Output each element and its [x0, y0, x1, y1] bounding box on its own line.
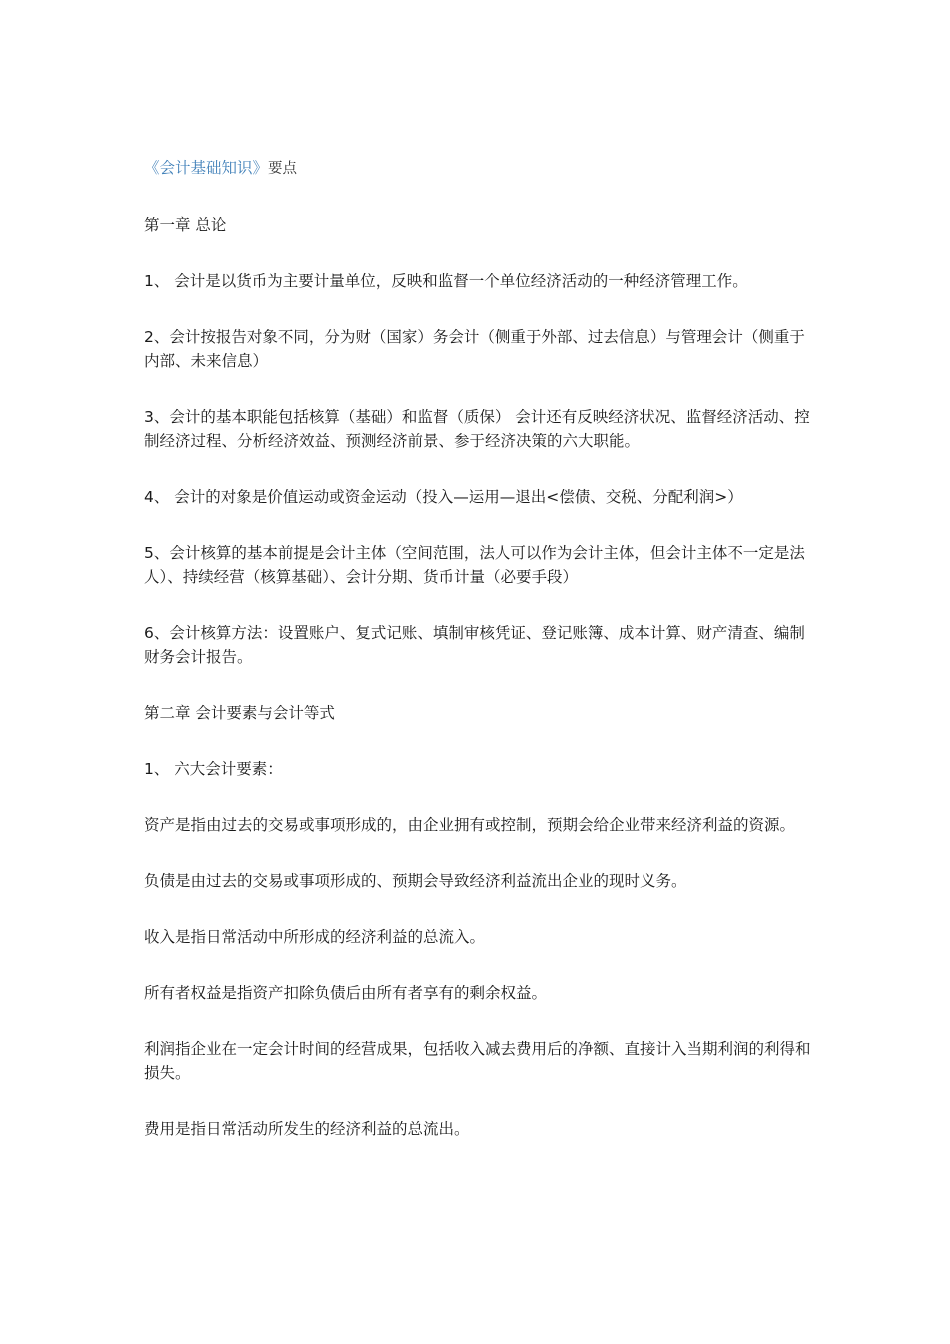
document-title — [144, 156, 812, 181]
chapter-1-heading: 第一章 总论 — [144, 216, 227, 234]
paragraph-text: 6、会计核算方法：设置账户、复式记账、填制审核凭证、登记账簿、成本计算、财产清查、编制财务会计报告。 — [144, 624, 805, 666]
paragraph: 1、 六大会计要素： — [144, 760, 283, 778]
paragraph: 4、 会计的对象是价值运动或资金运动（投入—运用—退出<偿债、交税、分配利润>） — [144, 488, 743, 506]
paragraph-text: 利润指企业在一定会计时间的经营成果，包括收入减去费用后的净额、直接计入当期利润的利得和损失。 — [144, 1040, 811, 1082]
paragraph-text: 5、会计核算的基本前提是会计主体（空间范围，法人可以作为会计主体，但会计主体不一定是法人）、持续经营（核算基础）、会计分期、货币计量（必要手段） — [144, 544, 805, 586]
paragraph-text: 3、会计的基本职能包括核算（基础）和监督（质保） 会计还有反映经济状况、监督经济活动、控制经济过程、分析经济效益、预测经济前景、参于经济决策的六大职能。 — [144, 408, 810, 450]
paragraph — [144, 405, 812, 453]
chapter-2-heading: 第二章 会计要素与会计等式 — [144, 704, 335, 722]
document-page — [144, 156, 812, 1141]
paragraph — [144, 621, 812, 669]
paragraph — [144, 325, 812, 373]
paragraph: 费用是指日常活动所发生的经济利益的总流出。 — [144, 1120, 470, 1138]
paragraph-text: 2、会计按报告对象不同，分为财（国家）务会计（侧重于外部、过去信息）与管理会计（侧重于内部、未来信息） — [144, 328, 805, 370]
paragraph: 收入是指日常活动中所形成的经济利益的总流入。 — [144, 928, 486, 946]
paragraph: 1、 会计是以货币为主要计量单位，反映和监督一个单位经济活动的一种经济管理工作。 — [144, 272, 748, 290]
paragraph — [144, 541, 812, 589]
paragraph: 负债是由过去的交易或事项形成的、预期会导致经济利益流出企业的现时义务。 — [144, 872, 687, 890]
title-link[interactable]: 《会计基础知识》 — [144, 159, 269, 177]
paragraph — [144, 1037, 812, 1085]
title-suffix: 要点 — [268, 161, 298, 177]
paragraph — [144, 813, 812, 837]
paragraph: 所有者权益是指资产扣除负债后由所有者享有的剩余权益。 — [144, 984, 548, 1002]
paragraph-text: 资产是指由过去的交易或事项形成的，由企业拥有或控制，预期会给企业带来经济利益的资源。 — [144, 816, 796, 834]
